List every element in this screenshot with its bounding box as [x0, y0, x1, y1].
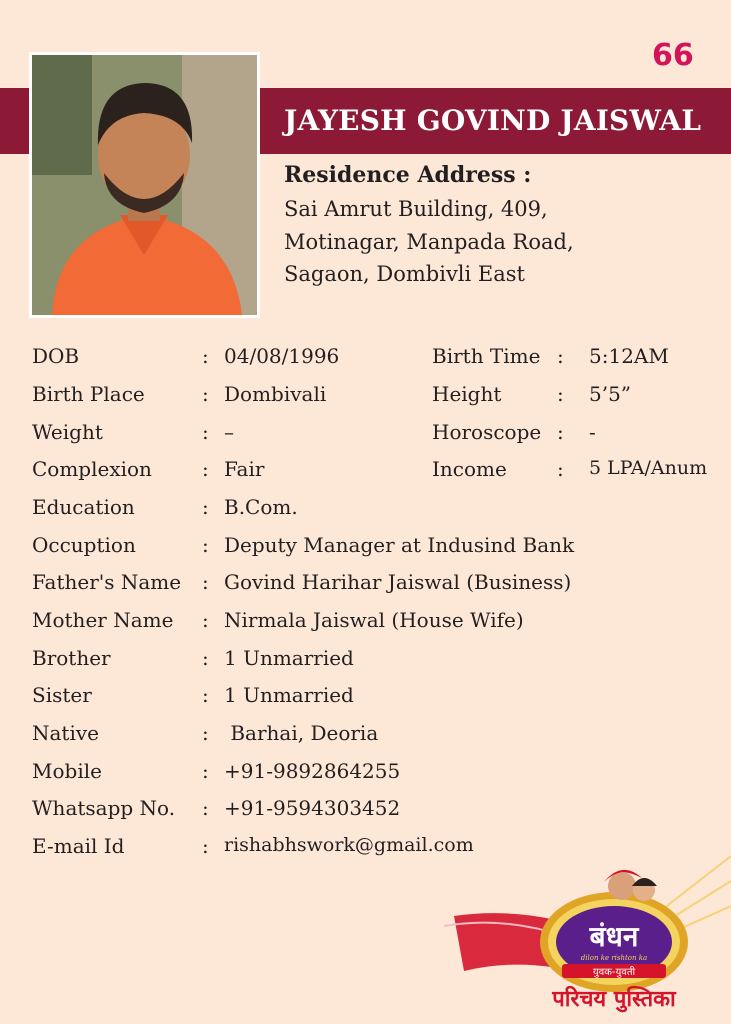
detail-value-horoscope: - — [589, 420, 596, 444]
detail-colon: : — [202, 533, 209, 557]
detail-colon: : — [202, 646, 209, 670]
detail-value-education: B.Com. — [224, 495, 298, 519]
detail-colon: : — [202, 608, 209, 632]
detail-colon: : — [202, 344, 209, 368]
detail-label-birth-time: Birth Time — [432, 344, 541, 368]
address-line: Motinagar, Manpada Road, — [284, 230, 574, 254]
detail-label-weight: Weight — [32, 420, 103, 444]
detail-colon: : — [557, 420, 564, 444]
detail-value-brother: 1 Unmarried — [224, 646, 354, 670]
address-line: Sai Amrut Building, 409, — [284, 197, 548, 221]
detail-colon: : — [557, 344, 564, 368]
detail-value-sister: 1 Unmarried — [224, 683, 354, 707]
detail-label-income: Income — [432, 457, 507, 481]
detail-value-mother-name: Nirmala Jaiswal (House Wife) — [224, 608, 524, 632]
detail-value-email: rishabhswork@gmail.com — [224, 834, 474, 856]
detail-label-native: Native — [32, 721, 99, 745]
detail-label-father-name: Father's Name — [32, 570, 182, 594]
detail-value-mobile: +91-9892864255 — [224, 759, 401, 783]
detail-colon: : — [202, 834, 209, 858]
detail-value-dob: 04/08/1996 — [224, 344, 340, 368]
detail-colon: : — [202, 570, 209, 594]
detail-label-complexion: Complexion — [32, 457, 152, 481]
detail-colon: : — [202, 420, 209, 444]
detail-label-mother-name: Mother Name — [32, 608, 174, 632]
bandhan-logo — [444, 846, 731, 1024]
logo-bottom: परिचय पुस्तिका — [552, 987, 676, 1012]
detail-label-whatsapp: Whatsapp No. — [32, 796, 176, 820]
address-line: Sagaon, Dombivli East — [284, 262, 525, 286]
detail-value-father-name: Govind Harihar Jaiswal (Business) — [224, 570, 572, 594]
detail-colon: : — [202, 721, 209, 745]
detail-label-email: E-mail Id — [32, 834, 125, 858]
detail-colon: : — [557, 382, 564, 406]
detail-colon: : — [202, 796, 209, 820]
detail-colon: : — [202, 683, 209, 707]
detail-colon: : — [202, 382, 209, 406]
detail-label-education: Education — [32, 495, 135, 519]
detail-value-height: 5’5” — [589, 382, 632, 406]
detail-label-occupation: Occuption — [32, 533, 136, 557]
candidate-name: JAYESH GOVIND JAISWAL — [284, 104, 702, 137]
page-number: 66 — [652, 38, 694, 73]
detail-colon: : — [202, 495, 209, 519]
detail-label-dob: DOB — [32, 344, 80, 368]
detail-label-brother: Brother — [32, 646, 111, 670]
detail-value-whatsapp: +91-9594303452 — [224, 796, 401, 820]
person-silhouette-icon — [32, 55, 257, 315]
logo-sub: युवक-युवती — [592, 967, 636, 978]
detail-colon: : — [202, 457, 209, 481]
detail-label-birth-place: Birth Place — [32, 382, 145, 406]
address-heading: Residence Address : — [284, 162, 532, 188]
detail-label-mobile: Mobile — [32, 759, 102, 783]
detail-value-birth-place: Dombivali — [224, 382, 327, 406]
logo-tagline: dilon ke rishton ka — [580, 954, 648, 962]
detail-colon: : — [557, 457, 564, 481]
profile-photo — [29, 52, 260, 318]
logo-title: बंधन — [589, 920, 639, 953]
detail-label-height: Height — [432, 382, 502, 406]
detail-value-income: 5 LPA/Anum — [589, 457, 708, 479]
detail-colon: : — [202, 759, 209, 783]
detail-value-native: Barhai, Deoria — [224, 721, 379, 745]
detail-value-occupation: Deputy Manager at Indusind Bank — [224, 533, 575, 557]
detail-value-birth-time: 5:12AM — [589, 344, 669, 368]
detail-label-sister: Sister — [32, 683, 92, 707]
detail-value-weight: – — [224, 420, 234, 444]
detail-label-horoscope: Horoscope — [432, 420, 542, 444]
detail-value-complexion: Fair — [224, 457, 265, 481]
